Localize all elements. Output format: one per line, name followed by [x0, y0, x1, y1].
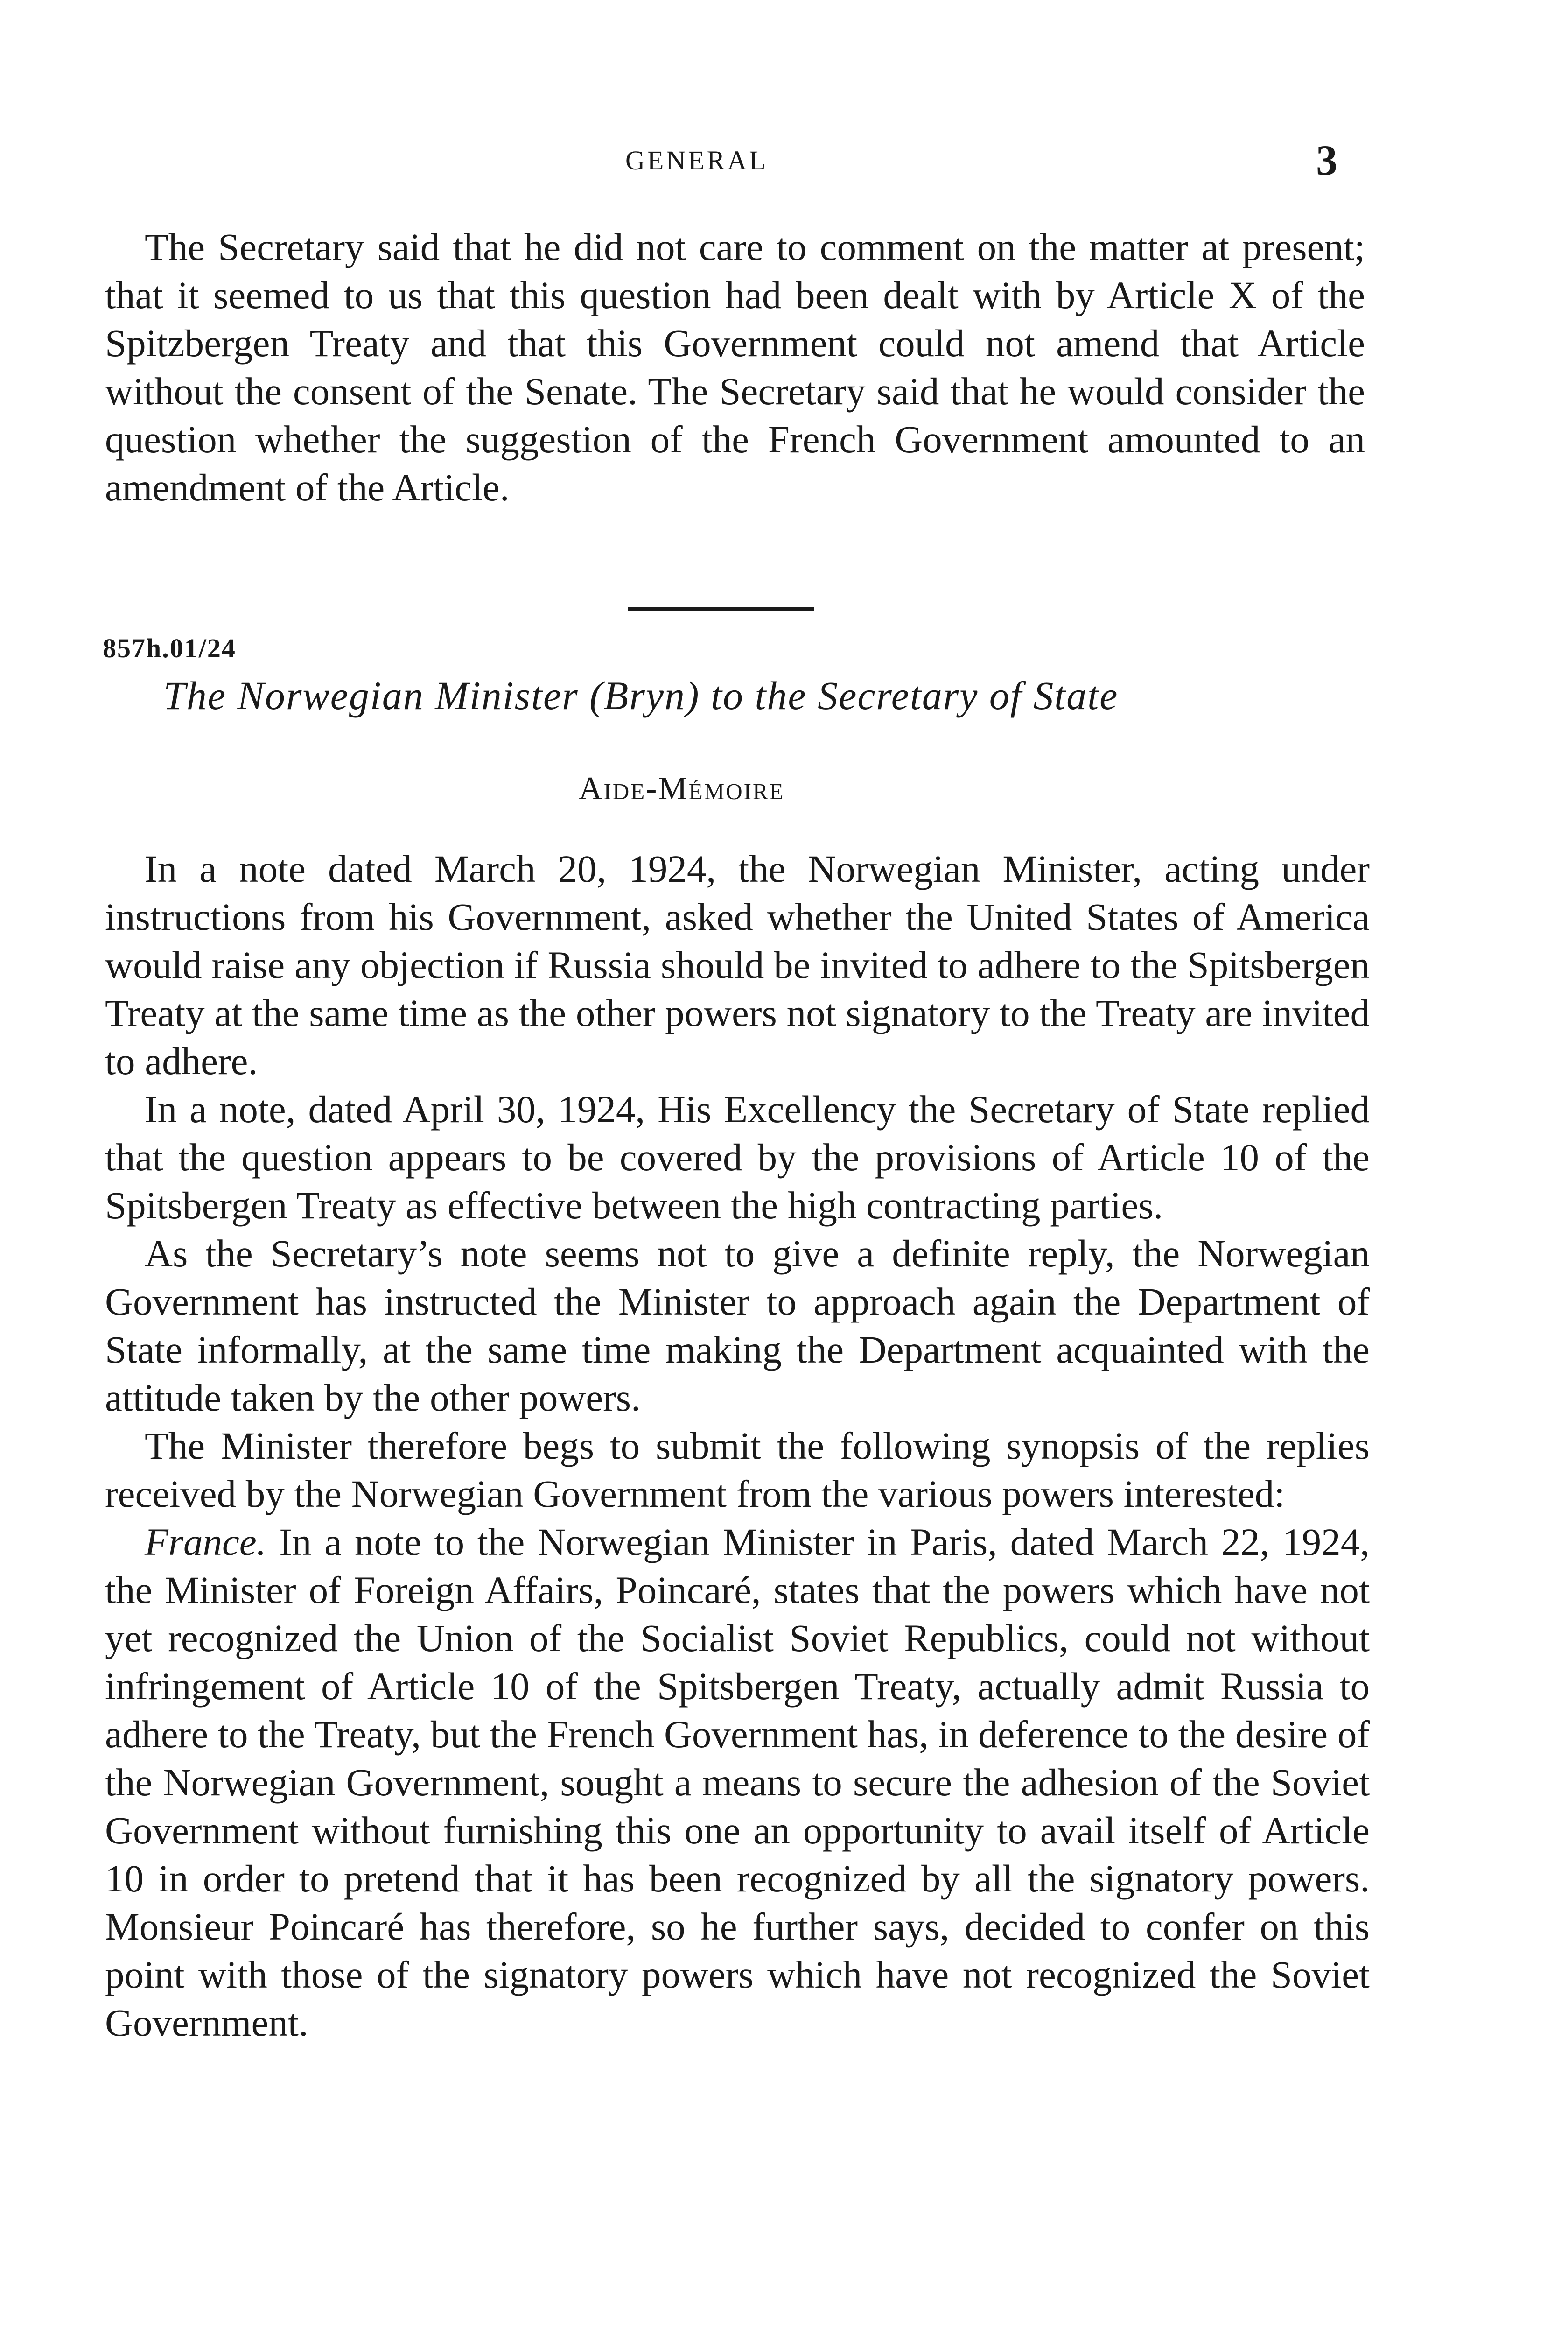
body-paragraph: In a note, dated April 30, 1924, His Excellency the Secretary of State replied that the question appears to be covered by the provisions of Article 10 of the Spitsbergen Treaty as effective between the high contracting parties.: [105, 1088, 1370, 1227]
intro-paragraph: The Secretary said that he did not care to comment on the matter at present; that it seemed to us that this question had been dealt with by Article X of the Spitzbergen Treaty and that this Government could not amend that Article without the consent of the Senate. The Secretary said that he would consider the question whether the suggestion of the French Government amounted to an amendment of the Article.: [105, 225, 1365, 509]
france-text: In a note to the Norwegian Minister in Paris, dated March 22, 1924, the Minister of Foreign Affairs, Poincaré, states that the powers which have not yet recognized the Union of the Socialist Soviet Republics, could not without infringement of Article 10 of the Spitsbergen Treaty, actually admit Russia to adhere to the Treaty, but the French Government has, in deference to the desire of the Norwegian Government, sought a means to secure the adhesion of the Soviet Government without furnishing this one an opportunity to avail itself of Article 10 in order to pretend that it has been recognized by all the signatory powers. Monsieur Poincaré has therefore, so he further says, decided to confer on this point with those of the signatory powers which have not recognized the Soviet Government.: [105, 1520, 1370, 2044]
body-paragraph: The Minister therefore begs to submit the following synopsis of the replies received by the Norwegian Government from the various powers interested:: [105, 1424, 1370, 1515]
body-paragraph: As the Secretary’s note seems not to give a definite reply, the Norwegian Government has instructed the Minister to approach again the Department of State informally, at the same time making the Department acquainted with the attitude taken by the other powers.: [105, 1232, 1370, 1419]
intro-paragraph-block: [105, 223, 1365, 512]
page-number: 3: [1316, 136, 1337, 184]
section-divider: [628, 607, 814, 611]
file-reference: 857h.01/24: [103, 633, 236, 663]
france-label: France.: [145, 1520, 266, 1563]
document-title: The Norwegian Minister (Bryn) to the Secretary of State: [163, 673, 1119, 718]
body-paragraph: In a note dated March 20, 1924, the Norwegian Minister, acting under instructions from his Government, asked whether the United States of America would raise any objection if Russia should be invited to adhere to the Spitsbergen Treaty at the same time as the other powers not signatory to the Treaty are invited to adhere.: [105, 847, 1370, 1083]
running-head: GENERAL: [625, 145, 768, 176]
document-type: Aide-Mémoire: [579, 771, 785, 807]
france-paragraph: [105, 1518, 1370, 2047]
document-body: [105, 845, 1370, 2047]
